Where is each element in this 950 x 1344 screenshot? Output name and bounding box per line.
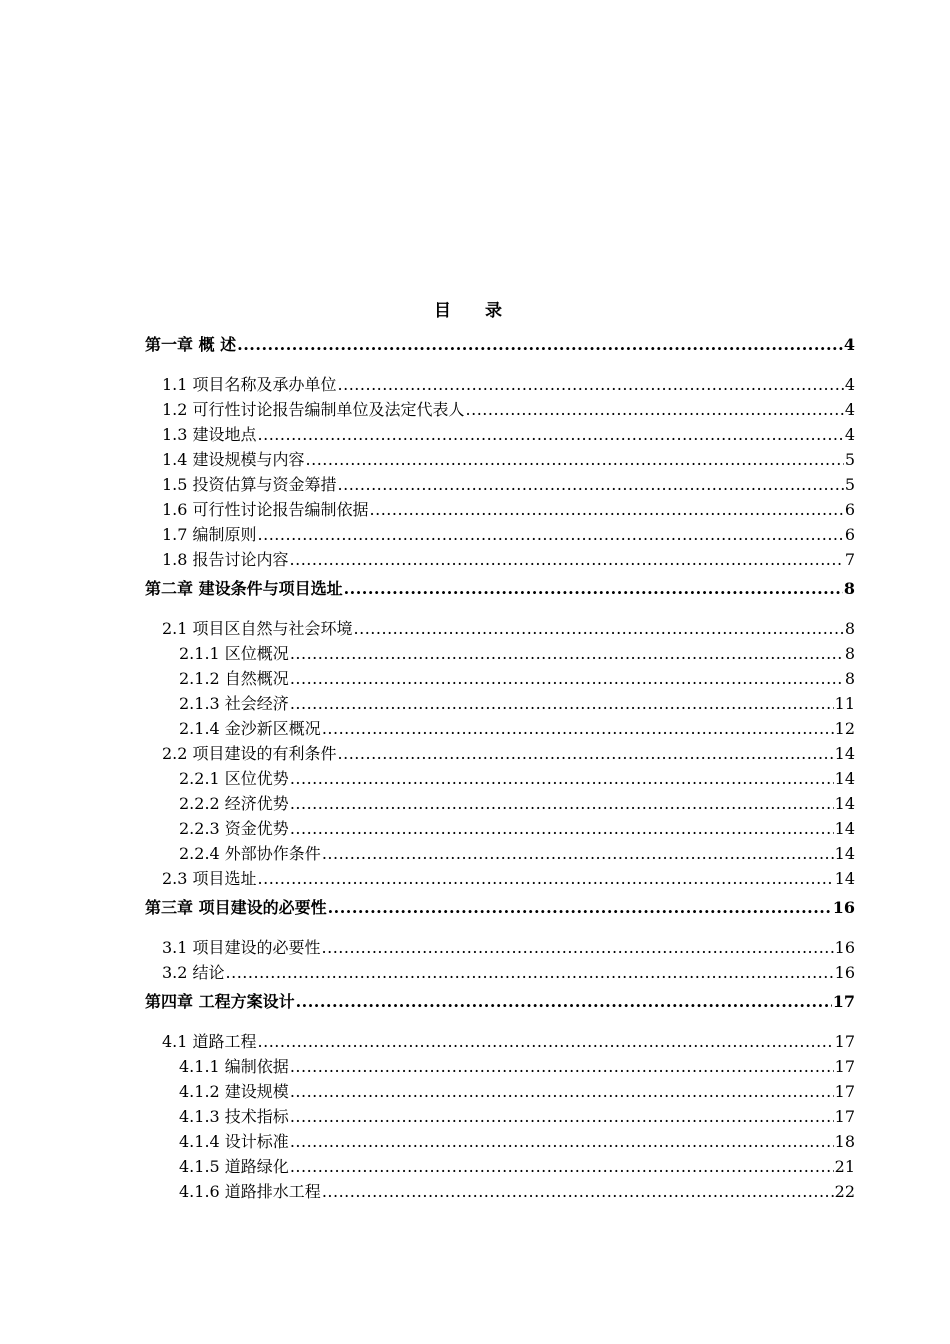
toc-entry-label: 3.2 结论 bbox=[162, 963, 225, 982]
toc-page-number: 14 bbox=[834, 869, 855, 888]
toc-entry-label: 2.1.3 社会经济 bbox=[179, 694, 289, 713]
toc-page-number: 6 bbox=[844, 500, 855, 519]
toc-page-number: 8 bbox=[844, 619, 855, 638]
toc-page-number: 17 bbox=[834, 1082, 855, 1101]
toc-section-entry[interactable] bbox=[145, 1129, 855, 1154]
toc-page-number: 14 bbox=[834, 844, 855, 863]
toc-entry-label: 第三章 项目建设的必要性 bbox=[145, 898, 327, 917]
toc-dot-leader bbox=[322, 841, 834, 866]
toc-section-entry[interactable] bbox=[145, 766, 855, 791]
toc-entry-label: 1.6 可行性讨论报告编制依据 bbox=[162, 500, 369, 519]
toc-section-entry[interactable] bbox=[145, 1104, 855, 1129]
toc-dot-leader bbox=[328, 891, 832, 925]
toc-entry-label: 4.1.2 建设规模 bbox=[179, 1082, 289, 1101]
toc-page-number: 17 bbox=[834, 1057, 855, 1076]
toc-dot-leader bbox=[344, 572, 843, 606]
toc-page-number: 21 bbox=[834, 1157, 855, 1176]
toc-section-entry[interactable] bbox=[145, 1029, 855, 1054]
toc-chapter-entry[interactable] bbox=[145, 891, 855, 925]
toc-section-entry[interactable] bbox=[145, 497, 855, 522]
toc-page-number: 4 bbox=[844, 375, 855, 394]
toc-page-number: 8 bbox=[843, 579, 855, 598]
toc-section-entry[interactable] bbox=[145, 397, 855, 422]
toc-chapter-entry[interactable] bbox=[145, 572, 855, 606]
toc-dot-leader bbox=[258, 1029, 834, 1054]
toc-page-number: 18 bbox=[834, 1132, 855, 1151]
toc-dot-leader bbox=[290, 547, 844, 572]
toc-page-number: 14 bbox=[834, 794, 855, 813]
toc-page-number: 16 bbox=[832, 898, 855, 917]
toc-entry-label: 1.3 建设地点 bbox=[162, 425, 257, 444]
toc-entry-label: 2.1.2 自然概况 bbox=[179, 669, 289, 688]
toc-section-entry[interactable] bbox=[145, 841, 855, 866]
toc-entry-label: 2.1 项目区自然与社会环境 bbox=[162, 619, 353, 638]
toc-entry-label: 1.7 编制原则 bbox=[162, 525, 257, 544]
toc-dot-leader bbox=[290, 1054, 834, 1079]
toc-section-entry[interactable] bbox=[145, 816, 855, 841]
toc-entry-label: 1.1 项目名称及承办单位 bbox=[162, 375, 337, 394]
toc-section-entry[interactable] bbox=[145, 1054, 855, 1079]
table-of-contents bbox=[145, 328, 855, 1204]
toc-page-number: 17 bbox=[834, 1107, 855, 1126]
toc-section-entry[interactable] bbox=[145, 666, 855, 691]
toc-entry-label: 2.1.4 金沙新区概况 bbox=[179, 719, 321, 738]
toc-entry-label: 4.1.1 编制依据 bbox=[179, 1057, 289, 1076]
toc-title: 目 录 bbox=[434, 301, 516, 321]
toc-dot-leader bbox=[290, 1154, 834, 1179]
toc-section-entry[interactable] bbox=[145, 691, 855, 716]
toc-chapter-entry[interactable] bbox=[145, 985, 855, 1019]
toc-entry-label: 第二章 建设条件与项目选址 bbox=[145, 579, 343, 598]
toc-section-entry[interactable] bbox=[145, 866, 855, 891]
toc-page-number: 14 bbox=[834, 744, 855, 763]
toc-page-number: 8 bbox=[844, 669, 855, 688]
toc-entry-label: 2.2 项目建设的有利条件 bbox=[162, 744, 337, 763]
toc-dot-leader bbox=[354, 616, 844, 641]
toc-page-number: 5 bbox=[844, 475, 855, 494]
toc-dot-leader bbox=[290, 691, 834, 716]
toc-section-entry[interactable] bbox=[145, 547, 855, 572]
toc-entry-label: 2.3 项目选址 bbox=[162, 869, 257, 888]
toc-dot-leader bbox=[338, 472, 844, 497]
toc-entry-label: 2.2.1 区位优势 bbox=[179, 769, 289, 788]
toc-entry-label: 2.2.2 经济优势 bbox=[179, 794, 289, 813]
toc-page-number: 17 bbox=[832, 992, 855, 1011]
toc-section-entry[interactable] bbox=[145, 935, 855, 960]
toc-dot-leader bbox=[338, 741, 834, 766]
toc-dot-leader bbox=[290, 1079, 834, 1104]
toc-section-entry[interactable] bbox=[145, 372, 855, 397]
toc-entry-label: 2.2.3 资金优势 bbox=[179, 819, 289, 838]
toc-dot-leader bbox=[306, 447, 844, 472]
toc-entry-label: 4.1 道路工程 bbox=[162, 1032, 257, 1051]
toc-dot-leader bbox=[338, 372, 844, 397]
toc-page-number: 14 bbox=[834, 769, 855, 788]
toc-page-number: 4 bbox=[843, 335, 855, 354]
toc-dot-leader bbox=[290, 641, 844, 666]
toc-page-number: 14 bbox=[834, 819, 855, 838]
toc-page-number: 4 bbox=[844, 400, 855, 419]
toc-section-entry[interactable] bbox=[145, 447, 855, 472]
toc-entry-label: 第四章 工程方案设计 bbox=[145, 992, 295, 1011]
toc-entry-label: 2.2.4 外部协作条件 bbox=[179, 844, 321, 863]
toc-dot-leader bbox=[322, 716, 834, 741]
toc-entry-label: 2.1.1 区位概况 bbox=[179, 644, 289, 663]
toc-dot-leader bbox=[322, 1179, 834, 1204]
toc-dot-leader bbox=[296, 985, 832, 1019]
toc-section-entry[interactable] bbox=[145, 472, 855, 497]
toc-section-entry[interactable] bbox=[145, 1179, 855, 1204]
toc-section-entry[interactable] bbox=[145, 522, 855, 547]
toc-page-number: 11 bbox=[834, 694, 855, 713]
toc-dot-leader bbox=[370, 497, 844, 522]
toc-page-number: 12 bbox=[834, 719, 855, 738]
toc-entry-label: 1.5 投资估算与资金筹措 bbox=[162, 475, 337, 494]
toc-page-number: 22 bbox=[834, 1182, 855, 1201]
toc-section-entry[interactable] bbox=[145, 716, 855, 741]
toc-page-number: 8 bbox=[844, 644, 855, 663]
toc-section-entry[interactable] bbox=[145, 960, 855, 985]
toc-entry-label: 4.1.3 技术指标 bbox=[179, 1107, 289, 1126]
toc-entry-label: 4.1.6 道路排水工程 bbox=[179, 1182, 321, 1201]
toc-entry-label: 4.1.5 道路绿化 bbox=[179, 1157, 289, 1176]
toc-entry-label: 1.4 建设规模与内容 bbox=[162, 450, 305, 469]
toc-dot-leader bbox=[237, 328, 843, 362]
toc-section-entry[interactable] bbox=[145, 1154, 855, 1179]
toc-dot-leader bbox=[290, 766, 834, 791]
toc-entry-label: 1.8 报告讨论内容 bbox=[162, 550, 289, 569]
toc-page-number: 16 bbox=[834, 938, 855, 957]
toc-dot-leader bbox=[290, 1129, 834, 1154]
toc-dot-leader bbox=[226, 960, 834, 985]
toc-section-entry[interactable] bbox=[145, 422, 855, 447]
toc-page-number: 17 bbox=[834, 1032, 855, 1051]
toc-page-number: 6 bbox=[844, 525, 855, 544]
toc-chapter-entry[interactable] bbox=[145, 328, 855, 362]
toc-section-entry[interactable] bbox=[145, 641, 855, 666]
toc-entry-label: 4.1.4 设计标准 bbox=[179, 1132, 289, 1151]
toc-dot-leader bbox=[290, 816, 834, 841]
toc-section-entry[interactable] bbox=[145, 1079, 855, 1104]
toc-entry-label: 第一章 概 述 bbox=[145, 335, 237, 354]
toc-section-entry[interactable] bbox=[145, 791, 855, 816]
toc-page-number: 7 bbox=[844, 550, 855, 569]
toc-dot-leader bbox=[466, 397, 844, 422]
toc-dot-leader bbox=[322, 935, 834, 960]
toc-dot-leader bbox=[290, 1104, 834, 1129]
toc-section-entry[interactable] bbox=[145, 616, 855, 641]
toc-page-number: 16 bbox=[834, 963, 855, 982]
toc-dot-leader bbox=[290, 791, 834, 816]
toc-dot-leader bbox=[258, 866, 834, 891]
toc-dot-leader bbox=[258, 422, 844, 447]
toc-page-number: 5 bbox=[844, 450, 855, 469]
toc-page-number: 4 bbox=[844, 425, 855, 444]
toc-dot-leader bbox=[258, 522, 844, 547]
toc-section-entry[interactable] bbox=[145, 741, 855, 766]
toc-entry-label: 1.2 可行性讨论报告编制单位及法定代表人 bbox=[162, 400, 465, 419]
toc-dot-leader bbox=[290, 666, 844, 691]
toc-entry-label: 3.1 项目建设的必要性 bbox=[162, 938, 321, 957]
